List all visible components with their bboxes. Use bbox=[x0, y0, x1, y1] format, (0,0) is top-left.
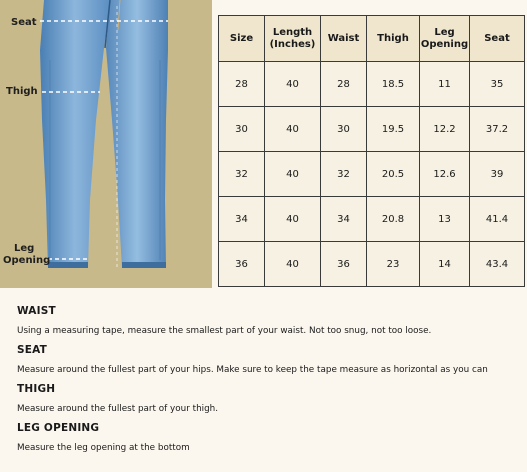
table-cell: 32 bbox=[219, 152, 265, 197]
table-cell: 32 bbox=[321, 152, 367, 197]
table-cell: 35 bbox=[470, 62, 525, 107]
table-cell: 12.2 bbox=[420, 107, 470, 152]
table-cell: 28 bbox=[321, 62, 367, 107]
table-cell: 34 bbox=[219, 197, 265, 242]
leg-opening-heading: LEG OPENING bbox=[17, 422, 100, 434]
table-cell: 18.5 bbox=[367, 62, 420, 107]
table-cell: 28 bbox=[219, 62, 265, 107]
table-cell: 14 bbox=[420, 242, 470, 287]
table-cell: 13 bbox=[420, 197, 470, 242]
table-header-row bbox=[219, 16, 525, 62]
thigh-instructions: Measure around the fullest part of your thigh. bbox=[17, 404, 219, 414]
right-leg bbox=[106, 0, 168, 268]
table-cell: 12.6 bbox=[420, 152, 470, 197]
thigh-heading: THIGH bbox=[17, 383, 56, 395]
table-cell: 36 bbox=[219, 242, 265, 287]
table-cell: 40 bbox=[265, 62, 321, 107]
thigh-label: Thigh bbox=[6, 86, 38, 97]
waist-instructions: Using a measuring tape, measure the smallest part of your waist. Not too snug, not too loose. bbox=[17, 326, 432, 336]
table-cell: 11 bbox=[420, 62, 470, 107]
table-cell: 40 bbox=[265, 107, 321, 152]
leg-label: Leg bbox=[14, 243, 35, 254]
seat-label: Seat bbox=[11, 17, 37, 28]
measurement-guide bbox=[17, 305, 517, 461]
table-cell: 37.2 bbox=[470, 107, 525, 152]
size-table bbox=[218, 15, 525, 287]
table-cell: 23 bbox=[367, 242, 420, 287]
table-cell: 43.4 bbox=[470, 242, 525, 287]
table-row bbox=[219, 242, 525, 287]
table-cell: 30 bbox=[321, 107, 367, 152]
header-waist: Waist bbox=[321, 16, 367, 62]
table-cell: 20.8 bbox=[367, 197, 420, 242]
size-chart bbox=[212, 0, 527, 292]
table-row bbox=[219, 107, 525, 152]
table-row bbox=[219, 62, 525, 107]
left-leg bbox=[40, 0, 110, 268]
table-cell: 41.4 bbox=[470, 197, 525, 242]
header-size: Size bbox=[219, 16, 265, 62]
seat-heading: SEAT bbox=[17, 344, 48, 356]
table-cell: 30 bbox=[219, 107, 265, 152]
seat-instructions: Measure around the fullest part of your hips. Make sure to keep the tape measure as horizontal as you can bbox=[17, 365, 488, 375]
header-leg-opening: Leg Opening bbox=[420, 16, 470, 62]
table-cell: 34 bbox=[321, 197, 367, 242]
table-cell: 40 bbox=[265, 242, 321, 287]
header-length: Length (Inches) bbox=[265, 16, 321, 62]
jeans-illustration bbox=[0, 0, 212, 288]
header-seat: Seat bbox=[470, 16, 525, 62]
table-cell: 19.5 bbox=[367, 107, 420, 152]
header-thigh: Thigh bbox=[367, 16, 420, 62]
table-cell: 40 bbox=[265, 152, 321, 197]
table-cell: 36 bbox=[321, 242, 367, 287]
table-row bbox=[219, 197, 525, 242]
leg-opening-instructions: Measure the leg opening at the bottom bbox=[17, 443, 190, 453]
waist-heading: WAIST bbox=[17, 305, 56, 317]
table-row bbox=[219, 152, 525, 197]
table-cell: 39 bbox=[470, 152, 525, 197]
opening-label: Opening bbox=[3, 255, 51, 266]
table-cell: 40 bbox=[265, 197, 321, 242]
table-cell: 20.5 bbox=[367, 152, 420, 197]
